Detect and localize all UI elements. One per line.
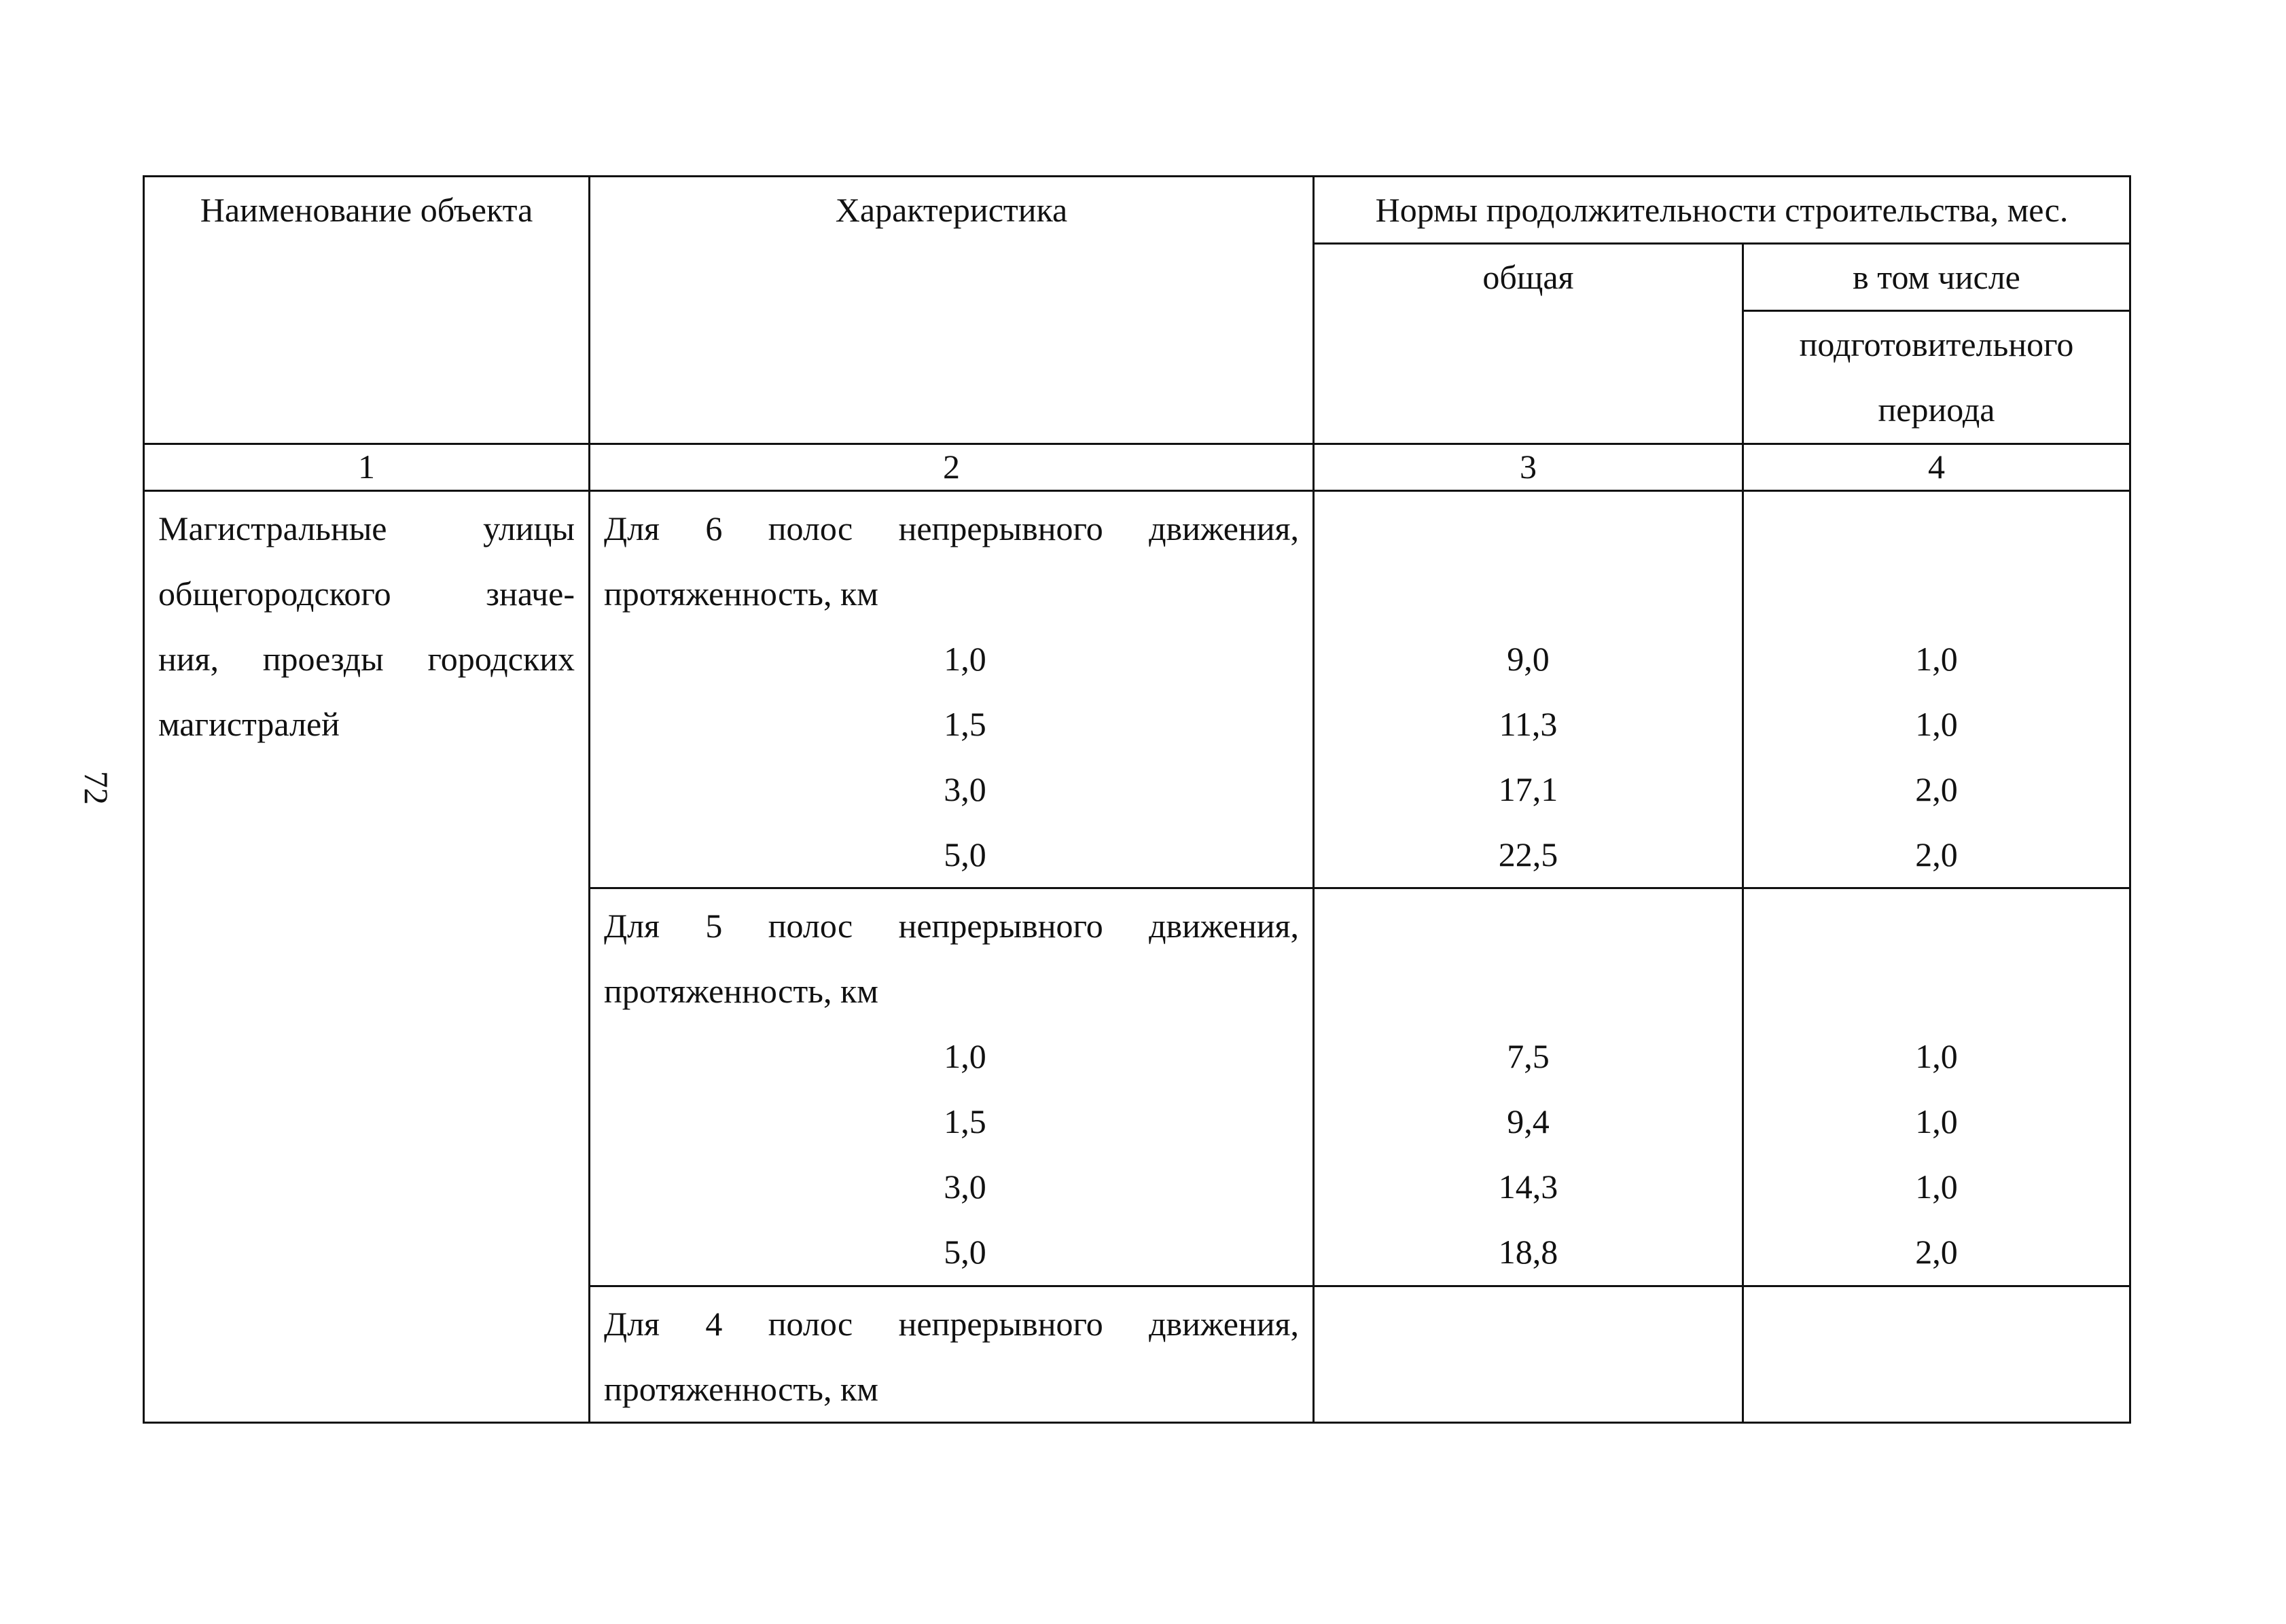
prep-value: 1,0 (1915, 1168, 1958, 1206)
total-value: 9,0 (1507, 640, 1550, 678)
group-title (604, 496, 1299, 626)
column-number-2: 2 (590, 444, 1314, 491)
column-number-3: 3 (1314, 444, 1743, 491)
total-value: 11,3 (1499, 705, 1558, 743)
group-row-6-lanes (144, 491, 2130, 888)
header-total: общая (1314, 244, 1743, 444)
column-number-row (144, 444, 2130, 491)
total-cell-6-lanes (1314, 491, 1743, 888)
page-number: 72 (77, 771, 115, 805)
characteristic-cell-4-lanes (590, 1286, 1314, 1423)
header-row-1 (144, 177, 2130, 244)
prep-cell-4-lanes (1743, 1286, 2130, 1423)
total-value: 18,8 (1498, 1233, 1558, 1271)
prep-value: 2,0 (1915, 835, 1958, 873)
header-preparatory-line1: подготовительного (1799, 325, 2074, 363)
header-object-name: Наименование объекта (144, 177, 590, 444)
characteristic-cell-6-lanes (590, 491, 1314, 888)
object-name-line: Магистральные улицы (158, 509, 575, 547)
prep-value: 2,0 (1915, 770, 1958, 808)
column-number-1: 1 (144, 444, 590, 491)
group-title-line2: протяженность, км (604, 972, 878, 1010)
column-number-4: 4 (1743, 444, 2130, 491)
characteristic-cell-5-lanes (590, 888, 1314, 1286)
length-value: 1,0 (944, 640, 986, 678)
header-characteristic: Характеристика (590, 177, 1314, 444)
prep-value: 1,0 (1915, 1037, 1958, 1075)
length-value: 1,5 (944, 1102, 986, 1140)
prep-cell-5-lanes (1743, 888, 2130, 1286)
total-value: 17,1 (1498, 770, 1558, 808)
prep-value: 1,0 (1915, 705, 1958, 743)
prep-value: 1,0 (1915, 1102, 1958, 1140)
prep-value: 2,0 (1915, 1233, 1958, 1271)
total-cell-5-lanes (1314, 888, 1743, 1286)
length-value: 3,0 (944, 1168, 986, 1206)
total-value: 7,5 (1507, 1037, 1550, 1075)
total-value: 9,4 (1507, 1102, 1550, 1140)
total-value: 22,5 (1498, 835, 1558, 873)
construction-norms-table (143, 175, 2131, 1424)
group-title-line2: протяженность, км (604, 1370, 878, 1408)
object-name-line: общегородского значе- (158, 575, 575, 613)
group-title-line1: Для 5 полос непрерывного движения, (604, 907, 1299, 945)
object-name-cell (144, 491, 590, 1423)
length-value: 3,0 (944, 770, 986, 808)
prep-value: 1,0 (1915, 640, 1958, 678)
total-value: 14,3 (1498, 1168, 1558, 1206)
prep-cell-6-lanes (1743, 491, 2130, 888)
total-cell-4-lanes (1314, 1286, 1743, 1423)
header-including: в том числе (1743, 244, 2130, 311)
length-value: 1,5 (944, 705, 986, 743)
header-preparatory (1743, 311, 2130, 444)
header-preparatory-line2: периода (1878, 391, 1995, 429)
group-title-line2: протяженность, км (604, 575, 878, 613)
group-title-line1: Для 4 полос непрерывного движения, (604, 1305, 1299, 1343)
length-value: 5,0 (944, 1233, 986, 1271)
group-title-line1: Для 6 полос непрерывного движения, (604, 509, 1299, 547)
length-value: 1,0 (944, 1037, 986, 1075)
header-norms: Нормы продолжительности строительства, мес. (1314, 177, 2130, 244)
group-title (604, 1291, 1299, 1422)
object-name-line: ния, проезды городских (158, 640, 575, 678)
length-value: 5,0 (944, 835, 986, 873)
group-title (604, 893, 1299, 1024)
object-name-line: магистралей (158, 705, 340, 743)
